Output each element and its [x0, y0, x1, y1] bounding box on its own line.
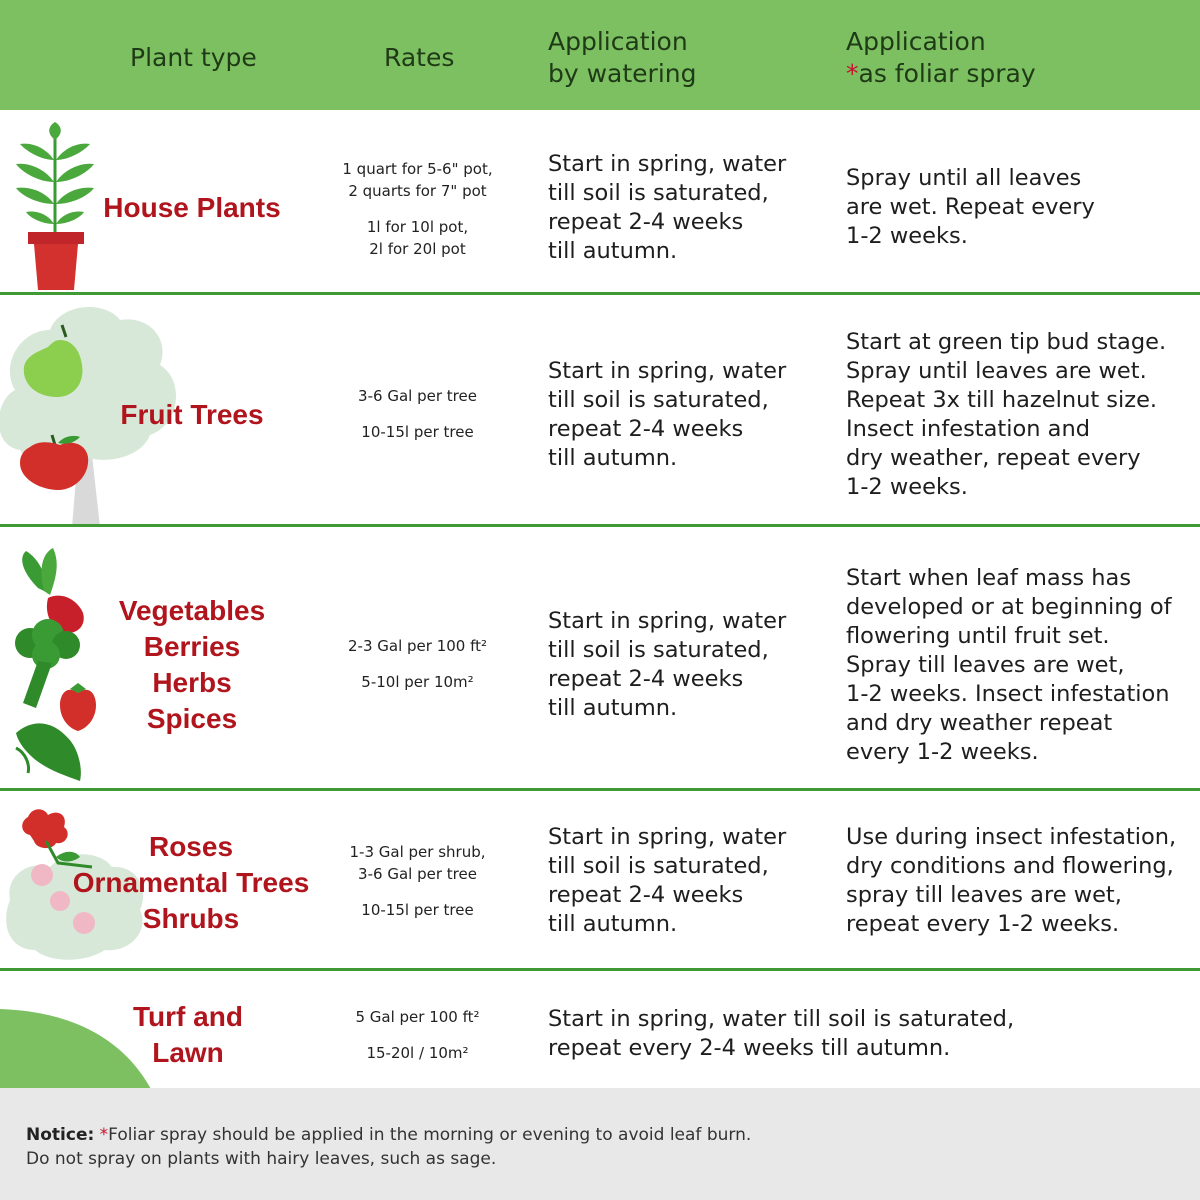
rates-roses	[325, 841, 510, 921]
plant-name-line: Berries	[143, 631, 241, 662]
rate-line: 5 Gal per 100 ft²	[355, 1008, 480, 1026]
potted-plant-icon	[10, 120, 100, 292]
notice-line1-text: Foliar spray should be applied in the morning or evening to avoid leaf burn.	[108, 1125, 752, 1145]
rates-vegetables	[325, 635, 510, 693]
watering-fruit-trees: Start in spring, water till soil is saturated, repeat 2-4 weeks till autumn.	[548, 358, 787, 471]
rates-house-plants	[325, 158, 510, 260]
foliar-asterisk: *	[846, 59, 859, 88]
watering-roses: Start in spring, water till soil is saturated, repeat 2-4 weeks till autumn.	[548, 824, 787, 937]
notice-label: Notice:	[26, 1125, 95, 1145]
rate-line: 1-3 Gal per shrub,	[349, 843, 486, 861]
watering-house-plants: Start in spring, water till soil is saturated, repeat 2-4 weeks till autumn.	[548, 151, 787, 264]
table-row-turf-lawn	[0, 968, 1200, 1091]
rate-line: 3-6 Gal per tree	[358, 387, 477, 405]
table-header	[0, 0, 1200, 110]
rate-line: 2-3 Gal per 100 ft²	[347, 637, 487, 655]
rate-line: 1l for 10l pot,	[366, 218, 469, 236]
application-turf-lawn: Start in spring, water till soil is saturated, repeat every 2-4 weeks till autumn.	[548, 1006, 1015, 1061]
notice-line1	[26, 1123, 751, 1147]
rate-line: 2 quarts for 7" pot	[348, 182, 487, 200]
header-watering	[548, 26, 697, 90]
vegetables-icon	[8, 543, 108, 788]
header-foliar-line1: Application	[846, 27, 986, 56]
plant-name-fruit-trees: Fruit Trees	[120, 399, 264, 430]
watering-vegetables: Start in spring, water till soil is saturated, repeat 2-4 weeks till autumn.	[548, 608, 787, 721]
header-foliar	[846, 26, 1036, 90]
rate-line: 1 quart for 5-6" pot,	[342, 160, 493, 178]
foliar-house-plants: Spray until all leaves are wet. Repeat every 1-2 weeks.	[846, 165, 1095, 249]
plant-name-line: Shrubs	[142, 903, 240, 934]
foliar-roses: Use during insect infestation, dry conditions and flowering, spray till leaves are wet, repeat every 1-2 weeks.	[846, 824, 1177, 937]
table-row-fruit-trees	[0, 292, 1200, 527]
rate-line: 15-20l / 10m²	[366, 1044, 469, 1062]
notice-line2: Do not spray on plants with hairy leaves, such as sage.	[26, 1149, 497, 1169]
table-row-house-plants	[0, 110, 1200, 292]
plant-name-vegetables	[96, 593, 288, 737]
header-rates: Rates	[384, 43, 455, 72]
foliar-fruit-trees: Start at green tip bud stage. Spray until leaves are wet. Repeat 3x till hazelnut size. Insect infestation and dry weather, repeat every 1-2 weeks.	[846, 329, 1167, 500]
plant-name-roses	[66, 829, 316, 937]
header-watering-line1: Application	[548, 27, 688, 56]
rate-line: 2l for 20l pot	[369, 240, 466, 258]
plant-name-house-plants: House Plants	[103, 192, 281, 223]
header-watering-line2: by watering	[548, 59, 697, 88]
plant-name-turf-lawn	[96, 999, 280, 1071]
rates-fruit-trees	[325, 385, 510, 443]
rates-turf-lawn	[325, 1006, 510, 1064]
table-row-roses	[0, 788, 1200, 971]
rate-line: 10-15l per tree	[361, 423, 474, 441]
header-plant-type: Plant type	[130, 43, 257, 72]
plant-name-line: Lawn	[152, 1037, 224, 1068]
plant-name-line: Turf and	[133, 1001, 243, 1032]
plant-name-line: Roses	[148, 831, 234, 862]
header-foliar-line2-text: as foliar spray	[858, 59, 1036, 88]
table-row-vegetables	[0, 524, 1200, 791]
notice-asterisk: *	[99, 1125, 109, 1145]
rate-line: 10-15l per tree	[361, 901, 474, 919]
rate-line: 3-6 Gal per tree	[358, 865, 477, 883]
notice-text	[26, 1123, 751, 1171]
header-foliar-line2	[846, 58, 1036, 90]
plant-name-line: Herbs	[152, 667, 232, 698]
foliar-vegetables: Start when leaf mass has developed or at beginning of flowering until fruit set. Spray till leaves are wet, 1-2 weeks. Insect infestation and dry weather repeat every 1-2 weeks.	[846, 565, 1172, 765]
plant-name-line: Ornamental Trees	[72, 867, 310, 898]
plant-name-line: Vegetables	[118, 595, 266, 626]
plant-name-line: Spices	[146, 703, 238, 734]
rate-line: 5-10l per 10m²	[361, 673, 474, 691]
